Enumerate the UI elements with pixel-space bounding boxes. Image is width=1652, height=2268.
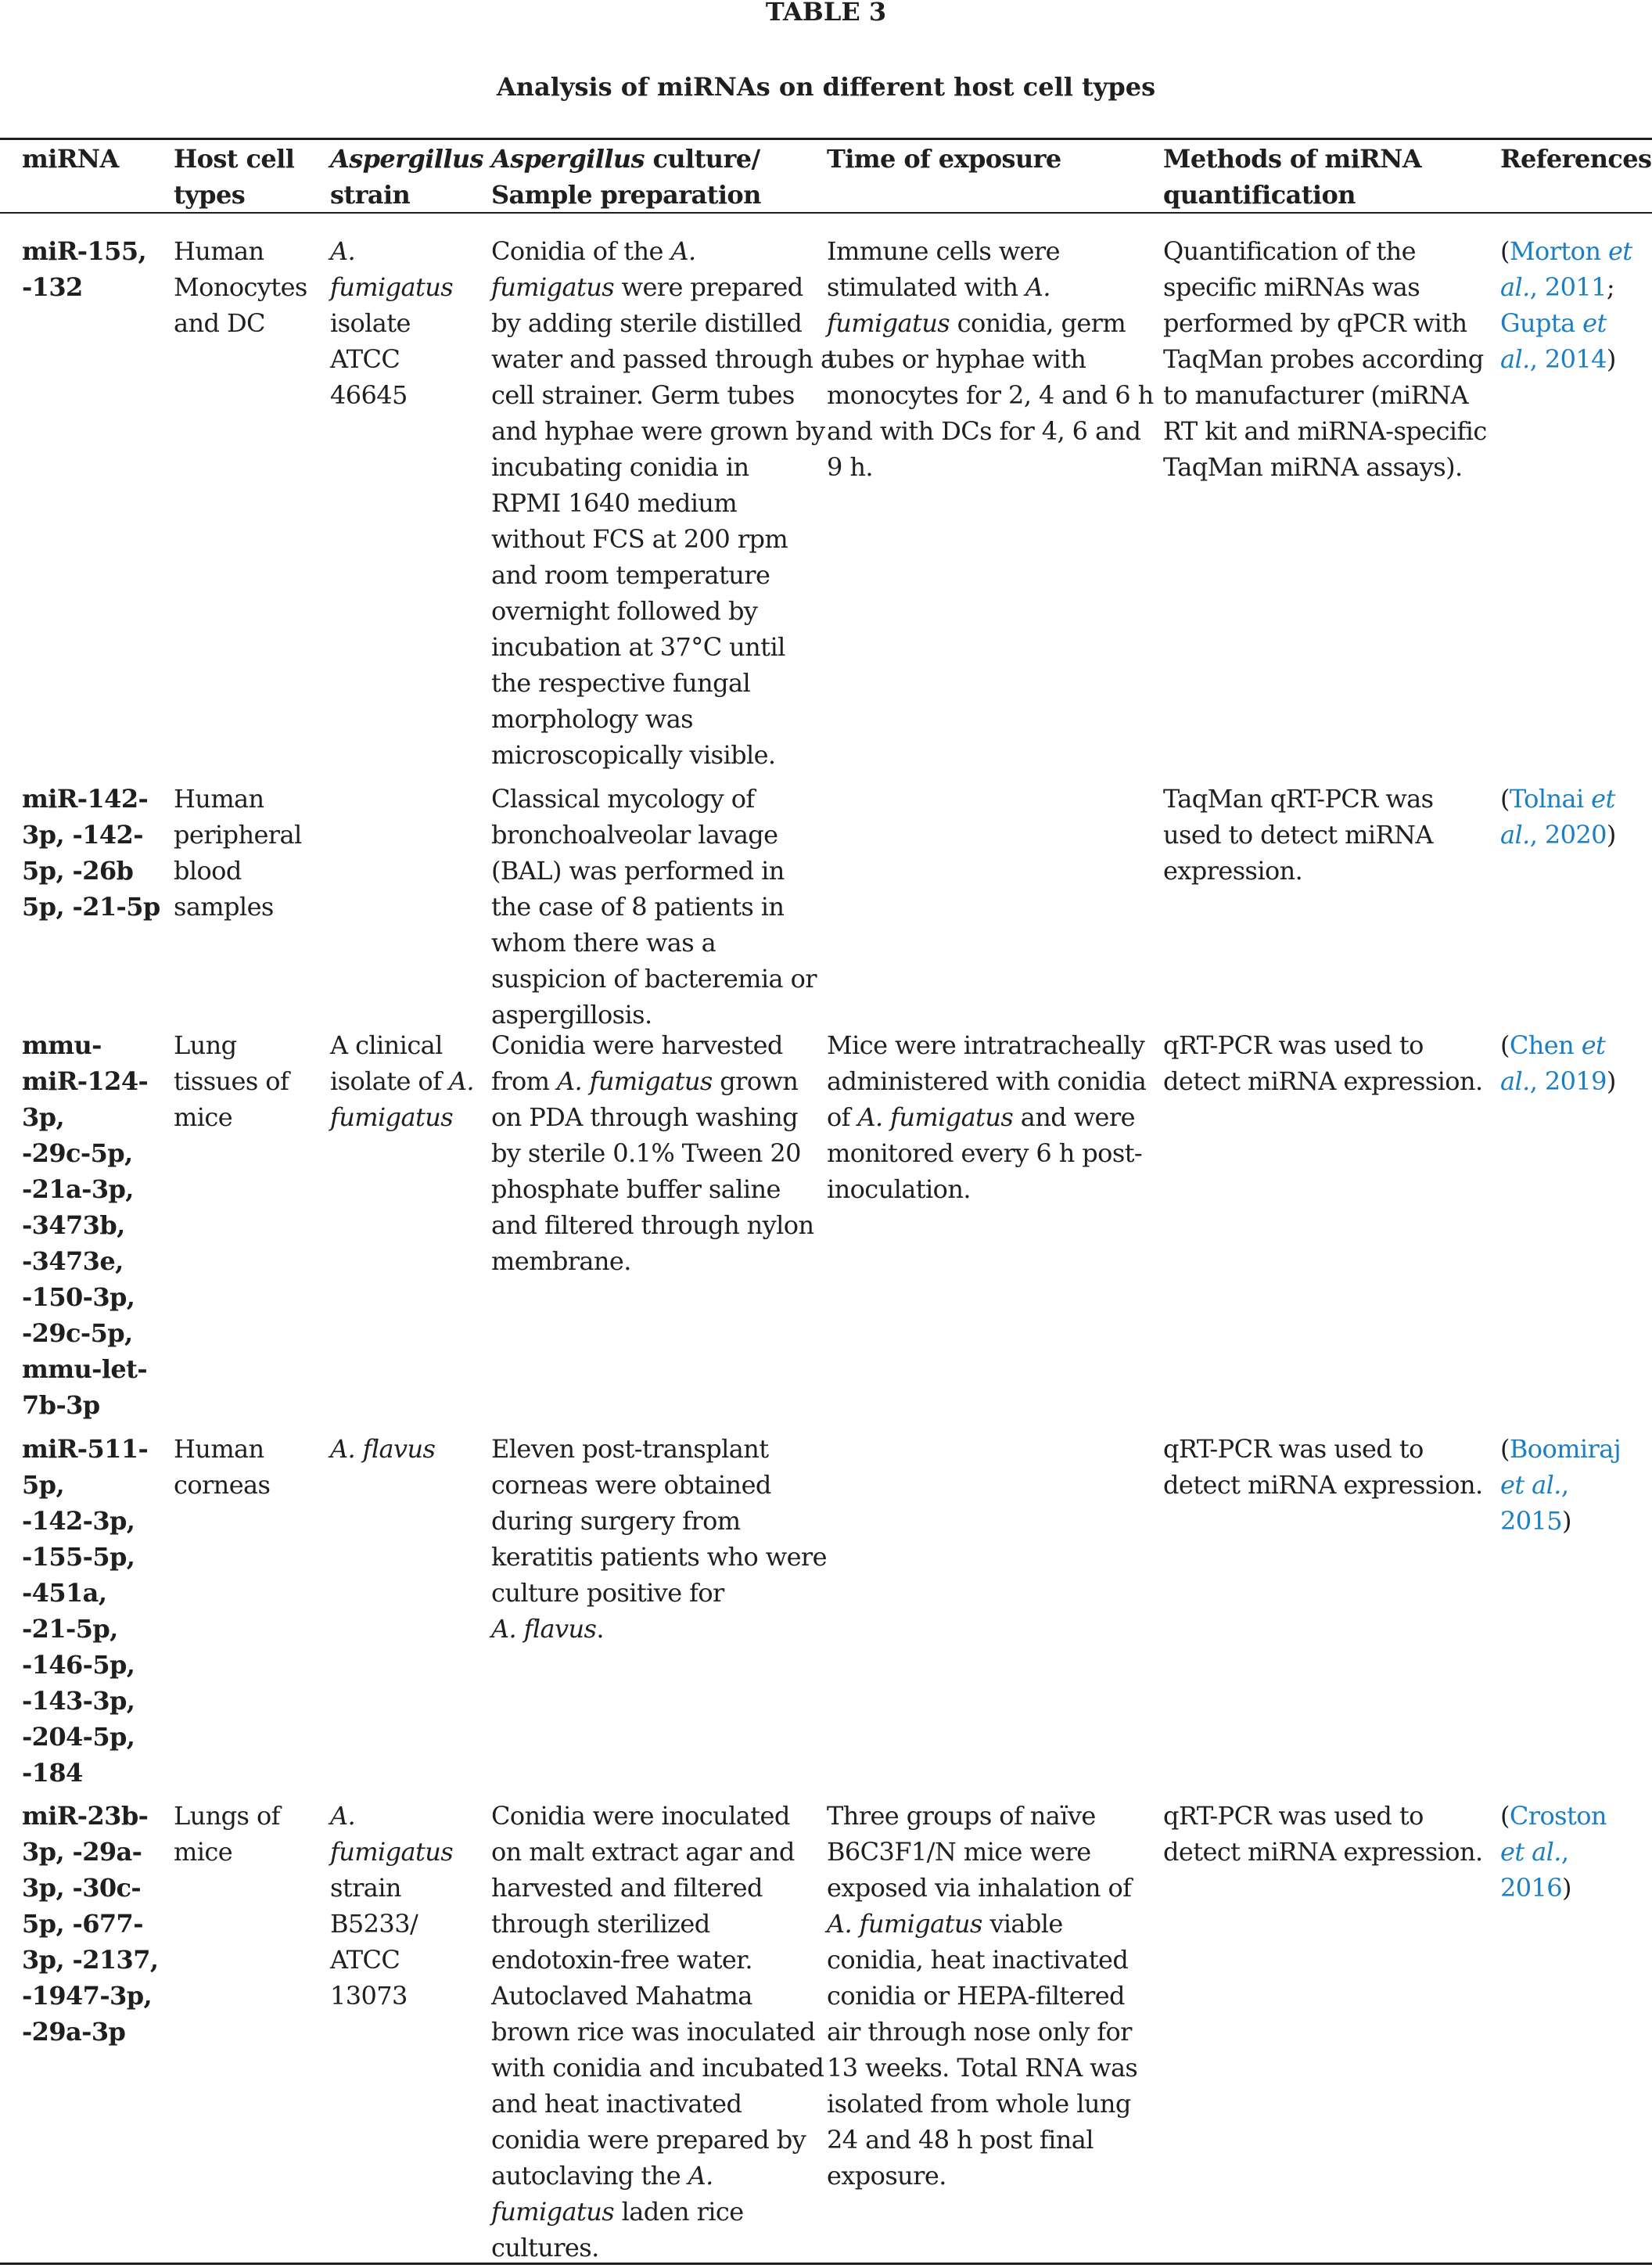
cell-line: autoclaving the A.: [491, 2161, 713, 2191]
cell-line: monocytes for 2, 4 and 6 h: [827, 380, 1154, 410]
cell-line: Classical mycology of: [491, 784, 755, 814]
cell-line: isolated from whole lung: [827, 2089, 1131, 2119]
cell-line: incubation at 37°C until: [491, 632, 785, 662]
cell-line: 5p, -26b: [22, 856, 134, 886]
cell-mirna: [22, 233, 146, 305]
cell-line: Aspergillus culture/: [491, 144, 760, 174]
cell-line: 3p, -29a-: [22, 1837, 142, 1867]
cell-line: and hyphae were grown by: [491, 416, 825, 446]
cell-line: A. flavus.: [491, 1614, 604, 1644]
header-references: [1500, 141, 1651, 177]
cell-line: conidia were prepared by: [491, 2125, 806, 2155]
cell-line: 5p,: [22, 1470, 64, 1500]
cell-line: microscopically visible.: [491, 740, 776, 770]
cell-line: brown rice was inoculated: [491, 2017, 816, 2047]
cell-line: Sample preparation: [491, 180, 761, 210]
cell-line: A. fumigatus viable: [827, 1909, 1063, 1939]
cell-line: corneas were obtained: [491, 1470, 771, 1500]
cell-line: al., 2011;: [1500, 272, 1615, 302]
cell-line: used to detect miRNA: [1163, 820, 1433, 850]
cell-line: 46645: [330, 380, 408, 410]
cell-line: fumigatus: [330, 1102, 454, 1132]
header-time-of-exposure: [827, 141, 1061, 177]
header-quantification-method: [1163, 141, 1421, 213]
cell-line: and DC: [174, 308, 265, 338]
cell-line: -1947-3p,: [22, 1981, 153, 2011]
cell-mirna: [22, 1431, 148, 1791]
cell-line: exposure.: [827, 2161, 946, 2191]
cell-references: [1500, 1798, 1607, 1906]
cell-line: on PDA through washing: [491, 1102, 799, 1132]
cell-line: without FCS at 200 rpm: [491, 524, 788, 554]
cell-line: 3p, -142-: [22, 820, 143, 850]
cell-line: exposed via inhalation of: [827, 1873, 1132, 1903]
cell-line: -21-5p,: [22, 1614, 118, 1644]
cell-line: A clinical: [330, 1030, 443, 1060]
cell-line: phosphate buffer saline: [491, 1174, 781, 1204]
cell-line: during surgery from: [491, 1506, 741, 1536]
cell-strain: [330, 1027, 474, 1135]
cell-line: and with DCs for 4, 6 and: [827, 416, 1141, 446]
cell-line: Conidia were harvested: [491, 1030, 783, 1060]
cell-line: miR-142-: [22, 784, 149, 814]
cell-line: Human: [174, 1434, 264, 1464]
header-host-cell-types: [174, 141, 294, 213]
cell-line: Monocytes: [174, 272, 307, 302]
cell-line: miR-155,: [22, 236, 147, 266]
cell-line: B6C3F1/N mice were: [827, 1837, 1091, 1867]
cell-line: -150-3p,: [22, 1282, 135, 1312]
cell-line: cultures.: [491, 2233, 599, 2263]
cell-line: harvested and filtered: [491, 1873, 763, 1903]
cell-line: air through nose only for: [827, 2017, 1132, 2047]
cell-line: by adding sterile distilled: [491, 308, 803, 338]
cell-references: [1500, 233, 1632, 377]
cell-line: the case of 8 patients in: [491, 892, 785, 922]
cell-strain: [330, 1798, 453, 2014]
cell-line: qRT-PCR was used to: [1163, 1434, 1424, 1464]
cell-line: qRT-PCR was used to: [1163, 1801, 1424, 1831]
cell-line: qRT-PCR was used to: [1163, 1030, 1424, 1060]
cell-line: -132: [22, 272, 83, 302]
cell-line: Conidia of the A.: [491, 236, 696, 266]
cell-line: -3473b,: [22, 1210, 125, 1240]
table-label: TABLE 3: [765, 0, 887, 27]
cell-line: 5p, -677-: [22, 1909, 143, 1939]
cell-line: Aspergillus: [330, 144, 483, 174]
cell-line: isolate of A.: [330, 1066, 474, 1096]
cell-line: performed by qPCR with: [1163, 308, 1467, 338]
cell-quantification-method: [1163, 1027, 1483, 1099]
cell-line: -21a-3p,: [22, 1174, 134, 1204]
cell-line: (BAL) was performed in: [491, 856, 785, 886]
cell-line: al., 2014): [1500, 344, 1616, 374]
cell-line: suspicion of bacteremia or: [491, 964, 817, 994]
cell-line: to manufacturer (miRNA: [1163, 380, 1469, 410]
cell-time-of-exposure: [827, 1798, 1137, 2194]
cell-host-cell-types: [174, 1431, 270, 1503]
table-bottom-rule: [0, 2263, 1652, 2265]
cell-line: ATCC: [330, 1945, 400, 1975]
cell-line: Lung: [174, 1030, 237, 1060]
cell-strain: [330, 1431, 435, 1467]
cell-line: 13 weeks. Total RNA was: [827, 2053, 1138, 2083]
cell-culture-preparation: [491, 781, 817, 1033]
cell-line: TaqMan miRNA assays).: [1163, 452, 1463, 482]
cell-line: -204-5p,: [22, 1722, 135, 1752]
cell-line: administered with conidia: [827, 1066, 1147, 1096]
header-culture-preparation: [491, 141, 761, 213]
cell-culture-preparation: [491, 1798, 824, 2266]
cell-line: -142-3p,: [22, 1506, 135, 1536]
cell-line: of A. fumigatus and were: [827, 1102, 1135, 1132]
cell-line: TaqMan probes according: [1163, 344, 1484, 374]
cell-line: -3473e,: [22, 1246, 124, 1276]
cell-host-cell-types: [174, 233, 307, 341]
cell-line: 7b-3p: [22, 1390, 100, 1420]
cell-line: quantification: [1163, 180, 1356, 210]
cell-line: -155-5p,: [22, 1542, 135, 1572]
cell-line: conidia, heat inactivated: [827, 1945, 1129, 1975]
cell-line: (Chen et: [1500, 1030, 1606, 1060]
cell-line: Mice were intratracheally: [827, 1030, 1145, 1060]
cell-line: -29c-5p,: [22, 1138, 133, 1168]
cell-time-of-exposure: [827, 1027, 1146, 1207]
cell-line: by sterile 0.1% Tween 20: [491, 1138, 801, 1168]
cell-line: A.: [330, 236, 356, 266]
cell-line: Human: [174, 236, 264, 266]
cell-line: isolate: [330, 308, 411, 338]
cell-line: water and passed through a: [491, 344, 835, 374]
cell-line: on malt extract agar and: [491, 1837, 795, 1867]
cell-quantification-method: [1163, 1431, 1483, 1503]
cell-line: detect miRNA expression.: [1163, 1066, 1483, 1096]
cell-line: 2016): [1500, 1873, 1571, 1903]
cell-line: expression.: [1163, 856, 1303, 886]
cell-quantification-method: [1163, 1798, 1483, 1870]
cell-line: References: [1500, 144, 1652, 174]
cell-line: -184: [22, 1758, 83, 1788]
cell-line: ATCC: [330, 344, 400, 374]
cell-line: (Tolnai et: [1500, 784, 1615, 814]
cell-line: monitored every 6 h post-: [827, 1138, 1143, 1168]
cell-line: stimulated with A.: [827, 272, 1050, 302]
cell-line: bronchoalveolar lavage: [491, 820, 778, 850]
cell-line: Eleven post-transplant: [491, 1434, 769, 1464]
cell-line: detect miRNA expression.: [1163, 1470, 1483, 1500]
cell-line: the respective fungal: [491, 668, 751, 698]
cell-line: mmu-let-: [22, 1354, 148, 1384]
cell-line: Quantification of the: [1163, 236, 1416, 266]
cell-line: Autoclaved Mahatma: [491, 1981, 752, 2011]
cell-line: miR-23b-: [22, 1801, 149, 1831]
cell-line: 5p, -21-5p: [22, 892, 160, 922]
cell-line: 3p, -2137,: [22, 1945, 159, 1975]
cell-line: A. flavus: [330, 1434, 436, 1464]
cell-time-of-exposure: [827, 233, 1154, 485]
cell-references: [1500, 781, 1616, 853]
cell-culture-preparation: [491, 1027, 813, 1279]
cell-mirna: [22, 1798, 158, 2050]
header-strain: [330, 141, 483, 213]
cell-line: whom there was a: [491, 928, 716, 958]
cell-line: (Croston: [1500, 1801, 1607, 1831]
table-top-rule: [0, 138, 1652, 140]
cell-mirna: [22, 781, 160, 925]
cell-line: RPMI 1640 medium: [491, 488, 738, 518]
cell-quantification-method: [1163, 781, 1433, 889]
table-caption: Analysis of miRNAs on different host cell types: [496, 72, 1156, 102]
cell-line: (Boomiraj: [1500, 1434, 1621, 1464]
cell-line: et al.,: [1500, 1837, 1569, 1867]
cell-line: al., 2020): [1500, 820, 1616, 850]
cell-line: B5233/: [330, 1909, 418, 1939]
cell-line: RT kit and miRNA-specific: [1163, 416, 1487, 446]
cell-line: -146-5p,: [22, 1650, 135, 1680]
cell-host-cell-types: [174, 1027, 289, 1135]
cell-line: TaqMan qRT-PCR was: [1163, 784, 1434, 814]
cell-culture-preparation: [491, 233, 835, 773]
cell-line: culture positive for: [491, 1578, 724, 1608]
cell-mirna: [22, 1027, 148, 1423]
cell-line: conidia or HEPA-filtered: [827, 1981, 1125, 2011]
cell-line: fumigatus were prepared: [491, 272, 803, 302]
cell-line: Methods of miRNA: [1163, 144, 1422, 174]
cell-line: blood: [174, 856, 242, 886]
cell-line: Conidia were inoculated: [491, 1801, 790, 1831]
cell-host-cell-types: [174, 781, 302, 925]
cell-line: Gupta et: [1500, 308, 1607, 338]
cell-line: inoculation.: [827, 1174, 971, 1204]
cell-line: Time of exposure: [827, 144, 1061, 174]
cell-line: mmu-: [22, 1030, 102, 1060]
cell-quantification-method: [1163, 233, 1487, 485]
cell-line: fumigatus: [330, 1837, 454, 1867]
cell-strain: [330, 233, 453, 413]
cell-line: Host cell: [174, 144, 295, 174]
cell-line: mice: [174, 1837, 233, 1867]
cell-line: incubating conidia in: [491, 452, 749, 482]
cell-line: peripheral: [174, 820, 302, 850]
cell-line: detect miRNA expression.: [1163, 1837, 1483, 1867]
cell-line: and room temperature: [491, 560, 770, 590]
cell-line: -143-3p,: [22, 1686, 135, 1716]
cell-line: cell strainer. Germ tubes: [491, 380, 795, 410]
cell-line: miRNA: [22, 144, 119, 174]
cell-line: 24 and 48 h post final: [827, 2125, 1094, 2155]
cell-line: types: [174, 180, 246, 210]
cell-culture-preparation: [491, 1431, 827, 1647]
cell-line: et al.,: [1500, 1470, 1569, 1500]
cell-line: 3p,: [22, 1102, 64, 1132]
header-mirna: [22, 141, 119, 177]
cell-line: Human: [174, 784, 264, 814]
cell-line: 13073: [330, 1981, 408, 2011]
cell-host-cell-types: [174, 1798, 280, 1870]
cell-line: keratitis patients who were: [491, 1542, 827, 1572]
cell-line: endotoxin-free water.: [491, 1945, 752, 1975]
cell-line: and filtered through nylon: [491, 1210, 814, 1240]
cell-references: [1500, 1027, 1616, 1099]
cell-line: mice: [174, 1102, 233, 1132]
cell-line: Three groups of naïve: [827, 1801, 1096, 1831]
cell-line: fumigatus: [330, 272, 454, 302]
cell-line: 9 h.: [827, 452, 873, 482]
cell-references: [1500, 1431, 1621, 1539]
cell-line: -29a-3p: [22, 2017, 126, 2047]
cell-line: fumigatus conidia, germ: [827, 308, 1126, 338]
cell-line: Immune cells were: [827, 236, 1060, 266]
cell-line: 3p, -30c-: [22, 1873, 142, 1903]
cell-line: 2015): [1500, 1506, 1571, 1536]
cell-line: corneas: [174, 1470, 271, 1500]
cell-line: miR-124-: [22, 1066, 149, 1096]
cell-line: -29c-5p,: [22, 1318, 133, 1348]
cell-line: membrane.: [491, 1246, 631, 1276]
cell-line: fumigatus laden rice: [491, 2197, 744, 2227]
cell-line: samples: [174, 892, 274, 922]
cell-line: -451a,: [22, 1578, 107, 1608]
cell-line: specific miRNAs was: [1163, 272, 1420, 302]
cell-line: morphology was: [491, 704, 693, 734]
cell-line: al., 2019): [1500, 1066, 1616, 1096]
cell-line: Lungs of: [174, 1801, 280, 1831]
cell-line: with conidia and incubated: [491, 2053, 824, 2083]
cell-line: overnight followed by: [491, 596, 758, 626]
cell-line: miR-511-: [22, 1434, 149, 1464]
cell-line: and heat inactivated: [491, 2089, 742, 2119]
cell-line: tubes or hyphae with: [827, 344, 1086, 374]
cell-line: (Morton et: [1500, 236, 1632, 266]
cell-line: A.: [330, 1801, 356, 1831]
cell-line: strain: [330, 1873, 401, 1903]
cell-line: tissues of: [174, 1066, 289, 1096]
cell-line: strain: [330, 180, 411, 210]
cell-line: aspergillosis.: [491, 1000, 652, 1030]
cell-line: from A. fumigatus grown: [491, 1066, 799, 1096]
cell-line: through sterilized: [491, 1909, 710, 1939]
